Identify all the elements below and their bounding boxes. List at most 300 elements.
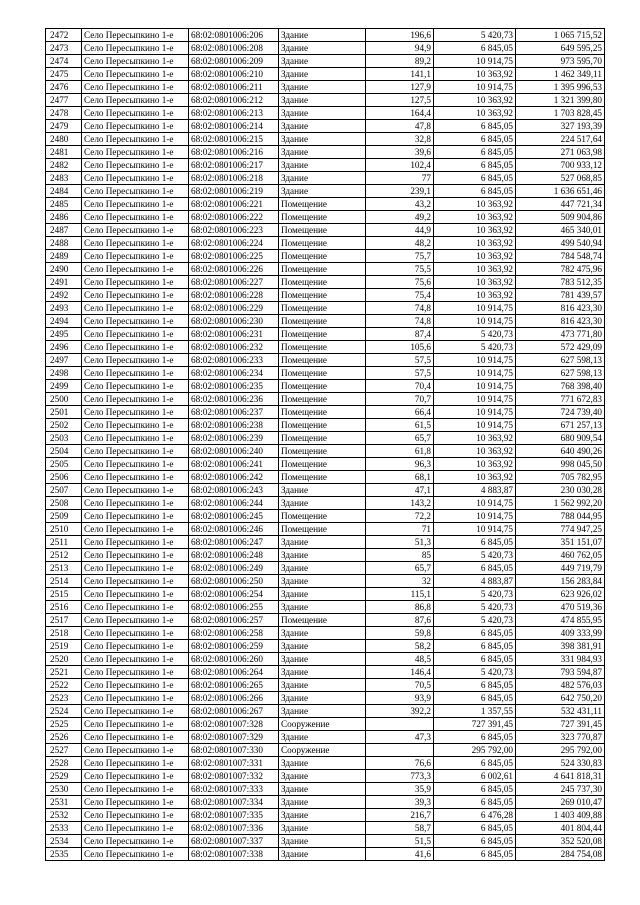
unit-value-cell: 5 420,73 xyxy=(434,666,516,679)
area-cell: 102,4 xyxy=(366,159,434,172)
row-number-cell: 2494 xyxy=(46,315,82,328)
cadastral-number-cell: 68:02:0801006:250 xyxy=(189,575,279,588)
row-number-cell: 2517 xyxy=(46,614,82,627)
row-number-cell: 2522 xyxy=(46,679,82,692)
row-number-cell: 2496 xyxy=(46,341,82,354)
locality-cell: Село Пересыпкино 1-е xyxy=(82,302,189,315)
cadastral-value-cell: 470 519,36 xyxy=(516,601,605,614)
unit-value-cell: 6 845,05 xyxy=(434,185,516,198)
unit-value-cell: 10 363,92 xyxy=(434,94,516,107)
row-number-cell: 2513 xyxy=(46,562,82,575)
cadastral-value-cell: 245 737,30 xyxy=(516,783,605,796)
table-row xyxy=(46,328,605,341)
table-row xyxy=(46,393,605,406)
row-number-cell: 2508 xyxy=(46,497,82,510)
cadastral-number-cell: 68:02:0801006:209 xyxy=(189,55,279,68)
object-type-cell: Здание xyxy=(279,822,366,835)
object-type-cell: Здание xyxy=(279,68,366,81)
unit-value-cell: 10 363,92 xyxy=(434,224,516,237)
cadastral-number-cell: 68:02:0801006:232 xyxy=(189,341,279,354)
cadastral-number-cell: 68:02:0801007:328 xyxy=(189,718,279,731)
table-row xyxy=(46,666,605,679)
table-row xyxy=(46,601,605,614)
locality-cell: Село Пересыпкино 1-е xyxy=(82,770,189,783)
locality-cell: Село Пересыпкино 1-е xyxy=(82,549,189,562)
row-number-cell: 2495 xyxy=(46,328,82,341)
row-number-cell: 2486 xyxy=(46,211,82,224)
area-cell: 216,7 xyxy=(366,809,434,822)
table-row xyxy=(46,562,605,575)
area-cell: 87,6 xyxy=(366,614,434,627)
cadastral-value-cell: 327 193,39 xyxy=(516,120,605,133)
object-type-cell: Помещение xyxy=(279,341,366,354)
cadastral-number-cell: 68:02:0801006:208 xyxy=(189,42,279,55)
object-type-cell: Здание xyxy=(279,705,366,718)
cadastral-value-cell: 784 548,74 xyxy=(516,250,605,263)
unit-value-cell: 6 845,05 xyxy=(434,822,516,835)
area-cell: 143,2 xyxy=(366,497,434,510)
object-type-cell: Помещение xyxy=(279,211,366,224)
cadastral-number-cell: 68:02:0801006:215 xyxy=(189,133,279,146)
table-row xyxy=(46,250,605,263)
row-number-cell: 2515 xyxy=(46,588,82,601)
cadastral-value-cell: 409 333,99 xyxy=(516,627,605,640)
unit-value-cell: 6 845,05 xyxy=(434,120,516,133)
area-cell: 75,4 xyxy=(366,289,434,302)
row-number-cell: 2526 xyxy=(46,731,82,744)
object-type-cell: Здание xyxy=(279,29,366,42)
cadastral-number-cell: 68:02:0801006:257 xyxy=(189,614,279,627)
table-row xyxy=(46,809,605,822)
locality-cell: Село Пересыпкино 1-е xyxy=(82,81,189,94)
object-type-cell: Здание xyxy=(279,146,366,159)
row-number-cell: 2472 xyxy=(46,29,82,42)
table-row xyxy=(46,705,605,718)
row-number-cell: 2479 xyxy=(46,120,82,133)
cadastral-number-cell: 68:02:0801006:237 xyxy=(189,406,279,419)
unit-value-cell: 10 914,75 xyxy=(434,523,516,536)
cadastral-number-cell: 68:02:0801006:246 xyxy=(189,523,279,536)
object-type-cell: Здание xyxy=(279,731,366,744)
cadastral-number-cell: 68:02:0801006:210 xyxy=(189,68,279,81)
unit-value-cell: 6 845,05 xyxy=(434,731,516,744)
object-type-cell: Помещение xyxy=(279,354,366,367)
object-type-cell: Здание xyxy=(279,627,366,640)
table-row xyxy=(46,289,605,302)
row-number-cell: 2475 xyxy=(46,68,82,81)
cadastral-number-cell: 68:02:0801006:266 xyxy=(189,692,279,705)
unit-value-cell: 5 420,73 xyxy=(434,601,516,614)
area-cell: 70,7 xyxy=(366,393,434,406)
area-cell: 87,4 xyxy=(366,328,434,341)
locality-cell: Село Пересыпкино 1-е xyxy=(82,796,189,809)
area-cell: 89,2 xyxy=(366,55,434,68)
table-row xyxy=(46,536,605,549)
locality-cell: Село Пересыпкино 1-е xyxy=(82,341,189,354)
area-cell: 47,8 xyxy=(366,120,434,133)
area-cell: 47,1 xyxy=(366,484,434,497)
cadastral-number-cell: 68:02:0801006:212 xyxy=(189,94,279,107)
locality-cell: Село Пересыпкино 1-е xyxy=(82,731,189,744)
object-type-cell: Помещение xyxy=(279,276,366,289)
cadastral-value-cell: 331 984,93 xyxy=(516,653,605,666)
unit-value-cell: 6 845,05 xyxy=(434,653,516,666)
row-number-cell: 2502 xyxy=(46,419,82,432)
cadastral-number-cell: 68:02:0801006:265 xyxy=(189,679,279,692)
cadastral-number-cell: 68:02:0801006:225 xyxy=(189,250,279,263)
cadastral-number-cell: 68:02:0801006:236 xyxy=(189,393,279,406)
cadastral-value-cell: 1 636 651,46 xyxy=(516,185,605,198)
row-number-cell: 2500 xyxy=(46,393,82,406)
object-type-cell: Здание xyxy=(279,185,366,198)
table-row xyxy=(46,523,605,536)
locality-cell: Село Пересыпкино 1-е xyxy=(82,354,189,367)
area-cell: 127,5 xyxy=(366,94,434,107)
cadastral-value-cell: 774 947,25 xyxy=(516,523,605,536)
table-row xyxy=(46,29,605,42)
area-cell: 66,4 xyxy=(366,406,434,419)
cadastral-number-cell: 68:02:0801006:264 xyxy=(189,666,279,679)
cadastral-value-cell: 499 540,94 xyxy=(516,237,605,250)
unit-value-cell: 6 845,05 xyxy=(434,146,516,159)
table-row xyxy=(46,783,605,796)
table-row xyxy=(46,497,605,510)
area-cell: 57,5 xyxy=(366,354,434,367)
cadastral-number-cell: 68:02:0801006:228 xyxy=(189,289,279,302)
object-type-cell: Помещение xyxy=(279,614,366,627)
cadastral-value-cell: 793 594,87 xyxy=(516,666,605,679)
row-number-cell: 2490 xyxy=(46,263,82,276)
object-type-cell: Здание xyxy=(279,42,366,55)
table-row xyxy=(46,198,605,211)
row-number-cell: 2503 xyxy=(46,432,82,445)
cadastral-value-cell: 627 598,13 xyxy=(516,367,605,380)
table-row xyxy=(46,445,605,458)
locality-cell: Село Пересыпкино 1-е xyxy=(82,328,189,341)
table-row xyxy=(46,549,605,562)
area-cell: 39,3 xyxy=(366,796,434,809)
object-type-cell: Помещение xyxy=(279,224,366,237)
cadastral-number-cell: 68:02:0801007:333 xyxy=(189,783,279,796)
cadastral-number-cell: 68:02:0801006:223 xyxy=(189,224,279,237)
unit-value-cell: 10 914,75 xyxy=(434,315,516,328)
property-table-body xyxy=(46,29,605,861)
area-cell: 164,4 xyxy=(366,107,434,120)
area-cell xyxy=(366,744,434,757)
cadastral-number-cell: 68:02:0801006:260 xyxy=(189,653,279,666)
cadastral-number-cell: 68:02:0801006:240 xyxy=(189,445,279,458)
table-row xyxy=(46,510,605,523)
object-type-cell: Здание xyxy=(279,770,366,783)
row-number-cell: 2484 xyxy=(46,185,82,198)
table-row xyxy=(46,627,605,640)
area-cell: 41,6 xyxy=(366,848,434,861)
row-number-cell: 2519 xyxy=(46,640,82,653)
row-number-cell: 2512 xyxy=(46,549,82,562)
table-row xyxy=(46,458,605,471)
area-cell: 65,7 xyxy=(366,432,434,445)
locality-cell: Село Пересыпкино 1-е xyxy=(82,107,189,120)
cadastral-number-cell: 68:02:0801006:227 xyxy=(189,276,279,289)
table-row xyxy=(46,406,605,419)
area-cell: 75,6 xyxy=(366,276,434,289)
locality-cell: Село Пересыпкино 1-е xyxy=(82,224,189,237)
row-number-cell: 2477 xyxy=(46,94,82,107)
unit-value-cell: 4 883,87 xyxy=(434,484,516,497)
row-number-cell: 2487 xyxy=(46,224,82,237)
area-cell: 65,7 xyxy=(366,562,434,575)
row-number-cell: 2509 xyxy=(46,510,82,523)
row-number-cell: 2534 xyxy=(46,835,82,848)
area-cell: 47,3 xyxy=(366,731,434,744)
cadastral-number-cell: 68:02:0801006:259 xyxy=(189,640,279,653)
area-cell: 75,7 xyxy=(366,250,434,263)
locality-cell: Село Пересыпкино 1-е xyxy=(82,250,189,263)
row-number-cell: 2529 xyxy=(46,770,82,783)
row-number-cell: 2481 xyxy=(46,146,82,159)
area-cell: 77 xyxy=(366,172,434,185)
unit-value-cell: 10 914,75 xyxy=(434,393,516,406)
row-number-cell: 2532 xyxy=(46,809,82,822)
cadastral-number-cell: 68:02:0801006:249 xyxy=(189,562,279,575)
locality-cell: Село Пересыпкино 1-е xyxy=(82,211,189,224)
cadastral-value-cell: 482 576,03 xyxy=(516,679,605,692)
area-cell: 71 xyxy=(366,523,434,536)
unit-value-cell: 4 883,87 xyxy=(434,575,516,588)
locality-cell: Село Пересыпкино 1-е xyxy=(82,848,189,861)
row-number-cell: 2491 xyxy=(46,276,82,289)
cadastral-number-cell: 68:02:0801006:206 xyxy=(189,29,279,42)
cadastral-value-cell: 671 257,13 xyxy=(516,419,605,432)
row-number-cell: 2527 xyxy=(46,744,82,757)
cadastral-value-cell: 1 562 992,20 xyxy=(516,497,605,510)
cadastral-number-cell: 68:02:0801006:217 xyxy=(189,159,279,172)
locality-cell: Село Пересыпкино 1-е xyxy=(82,406,189,419)
area-cell: 51,5 xyxy=(366,835,434,848)
cadastral-value-cell: 524 330,83 xyxy=(516,757,605,770)
table-row xyxy=(46,432,605,445)
cadastral-number-cell: 68:02:0801007:337 xyxy=(189,835,279,848)
object-type-cell: Здание xyxy=(279,107,366,120)
object-type-cell: Здание xyxy=(279,497,366,510)
locality-cell: Село Пересыпкино 1-е xyxy=(82,146,189,159)
object-type-cell: Помещение xyxy=(279,328,366,341)
locality-cell: Село Пересыпкино 1-е xyxy=(82,835,189,848)
area-cell: 86,8 xyxy=(366,601,434,614)
unit-value-cell: 10 363,92 xyxy=(434,432,516,445)
unit-value-cell: 10 363,92 xyxy=(434,68,516,81)
unit-value-cell: 10 363,92 xyxy=(434,211,516,224)
locality-cell: Село Пересыпкино 1-е xyxy=(82,120,189,133)
locality-cell: Село Пересыпкино 1-е xyxy=(82,523,189,536)
cadastral-number-cell: 68:02:0801006:255 xyxy=(189,601,279,614)
area-cell: 392,2 xyxy=(366,705,434,718)
row-number-cell: 2520 xyxy=(46,653,82,666)
object-type-cell: Здание xyxy=(279,172,366,185)
unit-value-cell: 10 914,75 xyxy=(434,419,516,432)
area-cell: 39,6 xyxy=(366,146,434,159)
locality-cell: Село Пересыпкино 1-е xyxy=(82,718,189,731)
unit-value-cell: 5 420,73 xyxy=(434,549,516,562)
area-cell: 115,1 xyxy=(366,588,434,601)
table-row xyxy=(46,302,605,315)
cadastral-value-cell: 816 423,30 xyxy=(516,315,605,328)
table-row xyxy=(46,575,605,588)
object-type-cell: Помещение xyxy=(279,315,366,328)
unit-value-cell: 5 420,73 xyxy=(434,341,516,354)
area-cell: 61,8 xyxy=(366,445,434,458)
unit-value-cell: 6 845,05 xyxy=(434,536,516,549)
cadastral-number-cell: 68:02:0801006:221 xyxy=(189,198,279,211)
table-row xyxy=(46,692,605,705)
unit-value-cell: 10 914,75 xyxy=(434,354,516,367)
unit-value-cell: 6 845,05 xyxy=(434,640,516,653)
cadastral-value-cell: 271 063,98 xyxy=(516,146,605,159)
cadastral-number-cell: 68:02:0801007:331 xyxy=(189,757,279,770)
unit-value-cell: 10 914,75 xyxy=(434,406,516,419)
unit-value-cell: 295 792,00 xyxy=(434,744,516,757)
unit-value-cell: 5 420,73 xyxy=(434,328,516,341)
locality-cell: Село Пересыпкино 1-е xyxy=(82,393,189,406)
object-type-cell: Здание xyxy=(279,536,366,549)
locality-cell: Село Пересыпкино 1-е xyxy=(82,679,189,692)
locality-cell: Село Пересыпкино 1-е xyxy=(82,315,189,328)
cadastral-number-cell: 68:02:0801006:238 xyxy=(189,419,279,432)
object-type-cell: Помещение xyxy=(279,432,366,445)
unit-value-cell: 10 363,92 xyxy=(434,198,516,211)
unit-value-cell: 6 845,05 xyxy=(434,848,516,861)
cadastral-number-cell: 68:02:0801007:338 xyxy=(189,848,279,861)
table-row xyxy=(46,679,605,692)
object-type-cell: Помещение xyxy=(279,263,366,276)
cadastral-value-cell: 816 423,30 xyxy=(516,302,605,315)
area-cell: 48,2 xyxy=(366,237,434,250)
table-row xyxy=(46,68,605,81)
locality-cell: Село Пересыпкино 1-е xyxy=(82,185,189,198)
cadastral-value-cell: 269 010,47 xyxy=(516,796,605,809)
table-row xyxy=(46,367,605,380)
row-number-cell: 2498 xyxy=(46,367,82,380)
table-row xyxy=(46,133,605,146)
object-type-cell: Помещение xyxy=(279,250,366,263)
object-type-cell: Помещение xyxy=(279,445,366,458)
locality-cell: Село Пересыпкино 1-е xyxy=(82,29,189,42)
table-row xyxy=(46,107,605,120)
table-row xyxy=(46,263,605,276)
cadastral-value-cell: 1 065 715,52 xyxy=(516,29,605,42)
cadastral-number-cell: 68:02:0801006:211 xyxy=(189,81,279,94)
locality-cell: Село Пересыпкино 1-е xyxy=(82,159,189,172)
cadastral-number-cell: 68:02:0801007:336 xyxy=(189,822,279,835)
row-number-cell: 2511 xyxy=(46,536,82,549)
area-cell: 58,7 xyxy=(366,822,434,835)
cadastral-value-cell: 465 340,01 xyxy=(516,224,605,237)
locality-cell: Село Пересыпкино 1-е xyxy=(82,588,189,601)
cadastral-value-cell: 532 431,11 xyxy=(516,705,605,718)
cadastral-value-cell: 230 030,28 xyxy=(516,484,605,497)
row-number-cell: 2528 xyxy=(46,757,82,770)
table-row xyxy=(46,484,605,497)
object-type-cell: Здание xyxy=(279,159,366,172)
object-type-cell: Помещение xyxy=(279,380,366,393)
row-number-cell: 2478 xyxy=(46,107,82,120)
object-type-cell: Здание xyxy=(279,549,366,562)
object-type-cell: Здание xyxy=(279,783,366,796)
unit-value-cell: 6 845,05 xyxy=(434,159,516,172)
row-number-cell: 2474 xyxy=(46,55,82,68)
unit-value-cell: 10 914,75 xyxy=(434,380,516,393)
area-cell: 61,5 xyxy=(366,419,434,432)
cadastral-number-cell: 68:02:0801006:222 xyxy=(189,211,279,224)
table-row xyxy=(46,653,605,666)
table-row xyxy=(46,211,605,224)
object-type-cell: Здание xyxy=(279,809,366,822)
locality-cell: Село Пересыпкино 1-е xyxy=(82,783,189,796)
locality-cell: Село Пересыпкино 1-е xyxy=(82,471,189,484)
row-number-cell: 2504 xyxy=(46,445,82,458)
locality-cell: Село Пересыпкино 1-е xyxy=(82,601,189,614)
cadastral-number-cell: 68:02:0801007:329 xyxy=(189,731,279,744)
table-row xyxy=(46,315,605,328)
cadastral-value-cell: 727 391,45 xyxy=(516,718,605,731)
cadastral-number-cell: 68:02:0801006:239 xyxy=(189,432,279,445)
table-row xyxy=(46,640,605,653)
cadastral-number-cell: 68:02:0801006:241 xyxy=(189,458,279,471)
unit-value-cell: 10 914,75 xyxy=(434,81,516,94)
object-type-cell: Помещение xyxy=(279,237,366,250)
object-type-cell: Здание xyxy=(279,588,366,601)
locality-cell: Село Пересыпкино 1-е xyxy=(82,198,189,211)
locality-cell: Село Пересыпкино 1-е xyxy=(82,432,189,445)
row-number-cell: 2524 xyxy=(46,705,82,718)
cadastral-number-cell: 68:02:0801006:214 xyxy=(189,120,279,133)
unit-value-cell: 6 845,05 xyxy=(434,796,516,809)
unit-value-cell: 10 914,75 xyxy=(434,302,516,315)
row-number-cell: 2485 xyxy=(46,198,82,211)
table-row xyxy=(46,744,605,757)
object-type-cell: Здание xyxy=(279,653,366,666)
locality-cell: Село Пересыпкино 1-е xyxy=(82,445,189,458)
unit-value-cell: 10 363,92 xyxy=(434,289,516,302)
table-row xyxy=(46,159,605,172)
cadastral-number-cell: 68:02:0801006:245 xyxy=(189,510,279,523)
row-number-cell: 2499 xyxy=(46,380,82,393)
cadastral-number-cell: 68:02:0801006:244 xyxy=(189,497,279,510)
row-number-cell: 2476 xyxy=(46,81,82,94)
object-type-cell: Здание xyxy=(279,94,366,107)
unit-value-cell: 727 391,45 xyxy=(434,718,516,731)
unit-value-cell: 10 363,92 xyxy=(434,471,516,484)
area-cell: 74,8 xyxy=(366,302,434,315)
area-cell: 59,8 xyxy=(366,627,434,640)
cadastral-value-cell: 284 754,08 xyxy=(516,848,605,861)
object-type-cell: Помещение xyxy=(279,523,366,536)
cadastral-number-cell: 68:02:0801006:242 xyxy=(189,471,279,484)
cadastral-number-cell: 68:02:0801006:219 xyxy=(189,185,279,198)
object-type-cell: Здание xyxy=(279,575,366,588)
unit-value-cell: 5 420,73 xyxy=(434,614,516,627)
area-cell: 35,9 xyxy=(366,783,434,796)
area-cell: 93,9 xyxy=(366,692,434,705)
cadastral-number-cell: 68:02:0801006:248 xyxy=(189,549,279,562)
cadastral-number-cell: 68:02:0801006:224 xyxy=(189,237,279,250)
area-cell: 70,5 xyxy=(366,679,434,692)
locality-cell: Село Пересыпкино 1-е xyxy=(82,692,189,705)
row-number-cell: 2497 xyxy=(46,354,82,367)
table-row xyxy=(46,380,605,393)
area-cell: 76,6 xyxy=(366,757,434,770)
table-row xyxy=(46,796,605,809)
